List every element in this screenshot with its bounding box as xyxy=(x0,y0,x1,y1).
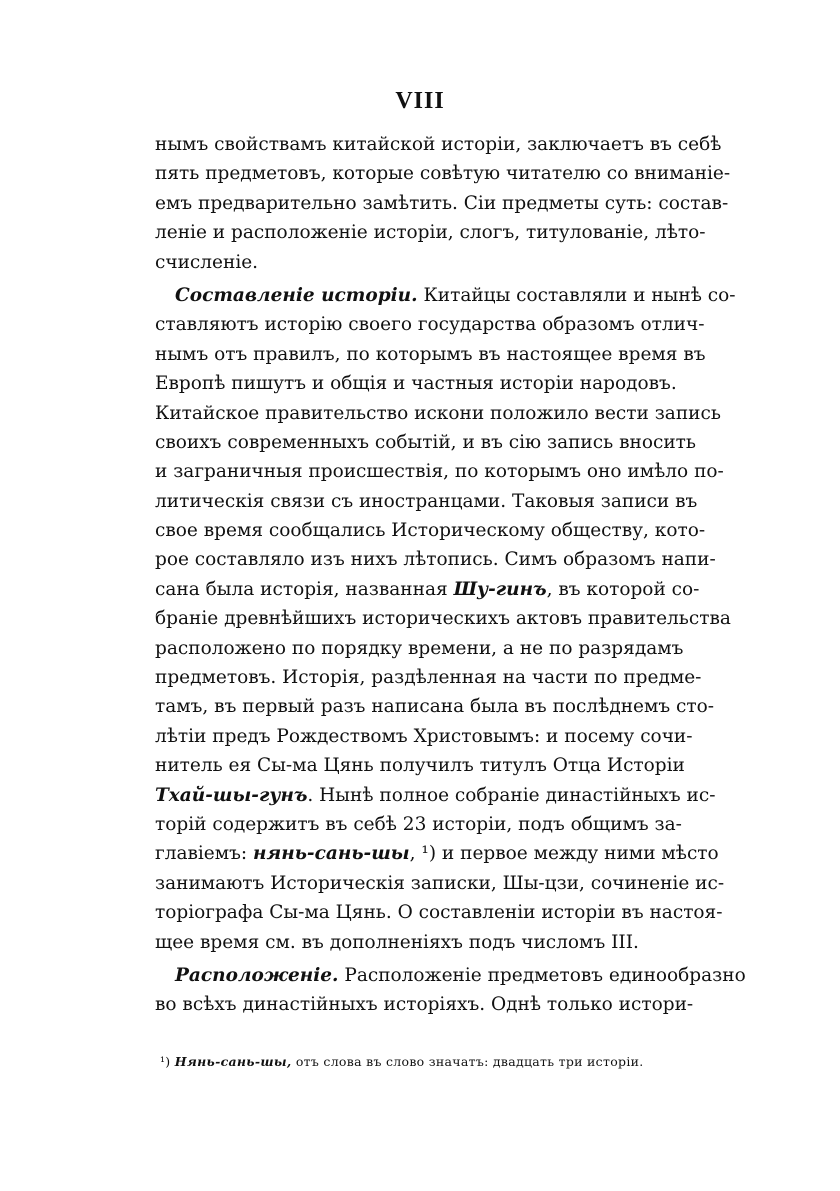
text-line: пять предметовъ, которые совѣтую читателю со вниманіе- xyxy=(155,163,731,185)
text-line: своихъ современныхъ событій, и въ сію запись вносить xyxy=(155,431,696,453)
text-line: свое время сообщались Историческому обществу, кото- xyxy=(155,520,706,542)
text-fragment: . Нынѣ полное собраніе династійныхъ ис- xyxy=(307,784,716,806)
text-line: предметовъ. Исторія, раздѣленная на части по предме- xyxy=(155,667,702,689)
body-text xyxy=(155,130,746,1020)
section-heading-arrangement: Расположеніе. xyxy=(175,964,339,986)
footnote xyxy=(160,1054,680,1069)
text-line: литическія связи съ иностранцами. Таковыя записи въ xyxy=(155,490,698,512)
text-line: расположено по порядку времени, а не по разрядамъ xyxy=(155,637,684,659)
section-heading-composition: Составленіе исторіи. xyxy=(175,284,418,306)
text-line: ставляютъ исторію своего государства образомъ отлич- xyxy=(155,314,705,336)
text-line: Китайское правительство искони положило вести запись xyxy=(155,402,721,424)
text-fragment: Расположеніе предметовъ единообразно xyxy=(338,964,746,986)
text-line: леніе и расположеніе исторіи, слогъ, титулованіе, лѣто- xyxy=(155,222,706,244)
footnote-term: Нянь-сань-шы, xyxy=(174,1054,292,1069)
text-line: нымъ отъ правилъ, по которымъ въ настоящее время въ xyxy=(155,343,706,365)
text-line: щее время см. въ дополненіяхъ подъ числомъ III. xyxy=(155,931,639,953)
footnote-text: отъ слова въ слово значатъ: двадцать три исторіи. xyxy=(291,1054,644,1069)
text-line xyxy=(155,781,716,810)
text-line xyxy=(155,839,719,868)
text-line: Европѣ пишутъ и общія и частныя исторіи народовъ. xyxy=(155,373,677,395)
page-number: VIII xyxy=(395,88,445,114)
footnote-marker: ¹) xyxy=(160,1054,171,1069)
title-tai-shy-gun: Тхай-шы-гунъ xyxy=(155,784,308,806)
text-fragment: Китайцы составляли и нынѣ со- xyxy=(417,284,736,306)
title-nian-san-shy: нянь-сань-шы xyxy=(253,843,410,865)
text-fragment: , въ которой со- xyxy=(546,578,700,600)
text-fragment: главіемъ: xyxy=(155,843,254,865)
text-line xyxy=(155,961,746,990)
text-line: и заграничныя происшествія, по которымъ оно имѣло по- xyxy=(155,461,724,483)
text-line: нымъ свойствамъ китайской исторіи, заключаетъ въ себѣ xyxy=(155,134,722,155)
text-line: торіографа Сы-ма Цянь. О составленіи исторіи въ настоя- xyxy=(155,902,723,924)
text-line: браніе древнѣйшихъ историческихъ актовъ правительства xyxy=(155,608,731,630)
text-line: занимаютъ Историческія записки, Шы-цзи, сочиненіе ис- xyxy=(155,872,725,894)
text-line: счисленіе. xyxy=(155,251,259,273)
text-line: во всѣхъ династійныхъ исторіяхъ. Однѣ только истори- xyxy=(155,994,694,1016)
text-line xyxy=(155,281,736,310)
title-shu-gin: Шу-гинъ xyxy=(453,578,547,600)
text-fragment: , ¹) и первое между ними мѣсто xyxy=(409,843,719,865)
text-line: нитель ея Сы-ма Цянь получилъ титулъ Отца Исторіи xyxy=(155,755,685,777)
text-line: торій содержитъ въ себѣ 23 исторіи, подъ общимъ за- xyxy=(155,813,682,835)
text-line xyxy=(155,575,700,604)
text-line: лѣтіи предъ Рождествомъ Христовымъ: и посему сочи- xyxy=(155,725,693,747)
text-line: тамъ, въ первый разъ написана была въ послѣднемъ сто- xyxy=(155,696,715,718)
text-fragment: сана была исторія, названная xyxy=(155,578,454,600)
text-line: рое составляло изъ нихъ лѣтопись. Симъ образомъ напи- xyxy=(155,549,716,571)
text-line: емъ предварительно замѣтить. Сіи предметы суть: состав- xyxy=(155,192,729,214)
